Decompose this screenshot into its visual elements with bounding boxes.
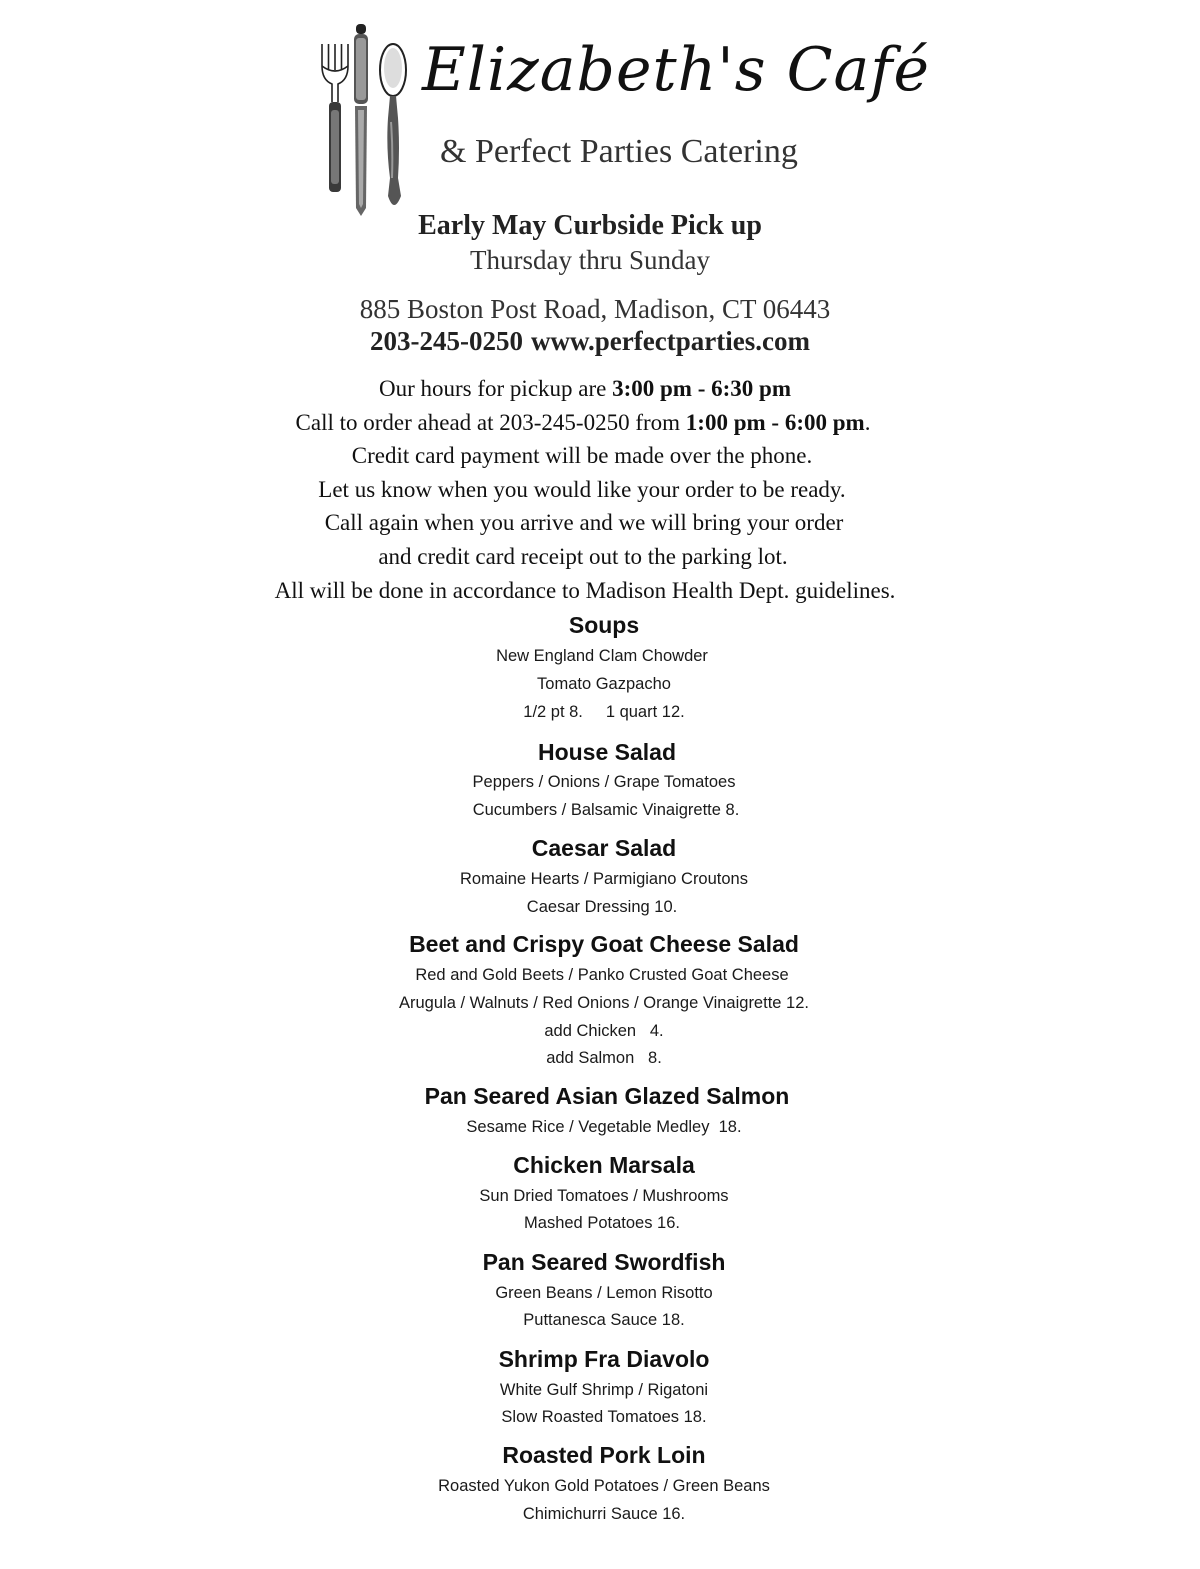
pickup-hours — [0, 376, 1185, 402]
menu-item-title: Soups — [568, 612, 640, 638]
cutlery-icon — [318, 18, 418, 218]
phone-number: 203-245-0250 — [370, 326, 524, 356]
receipt-info: and credit card receipt out to the parking lot. — [378, 544, 788, 569]
menu-item-line: Roasted Yukon Gold Potatoes / Green Beans — [438, 1477, 770, 1495]
menu-item-title: House Salad — [537, 739, 677, 765]
pickup-hours-label: Our hours for pickup are — [378, 376, 613, 401]
menu-item-line: add Salmon 8. — [546, 1049, 662, 1067]
arrival-info: Call again when you arrive and we will bring your order — [324, 510, 844, 535]
pickup-hours-value: 3:00 pm - 6:30 pm — [612, 376, 791, 401]
website-link[interactable]: www.perfectparties.com — [531, 326, 810, 356]
logo-script-title: Elizabeth's Café — [422, 35, 930, 105]
menu-item-line: Mashed Potatoes 16. — [524, 1214, 680, 1232]
menu-item-line: add Chicken 4. — [544, 1022, 664, 1040]
menu-item-title: Pan Seared Asian Glazed Salmon — [424, 1083, 790, 1109]
logo-subtitle: & Perfect Parties Catering — [440, 133, 798, 170]
menu-item-line: Sesame Rice / Vegetable Medley 18. — [466, 1118, 742, 1136]
logo — [318, 18, 930, 218]
contact-line — [0, 326, 1190, 357]
menu-item-line: Cucumbers / Balsamic Vinaigrette 8. — [472, 801, 740, 819]
menu-item-title: Roasted Pork Loin — [502, 1442, 706, 1468]
menu-item-line: Peppers / Onions / Grape Tomatoes — [472, 773, 736, 791]
address: 885 Boston Post Road, Madison, CT 06443 — [359, 294, 831, 324]
menu-item-line: Chimichurri Sauce 16. — [522, 1505, 686, 1523]
headline: Early May Curbside Pick up — [418, 210, 762, 241]
guidelines-info: All will be done in accordance to Madison Health Dept. guidelines. — [274, 578, 896, 603]
menu-item-line: New England Clam Chowder — [496, 647, 708, 665]
menu-item-line: Tomato Gazpacho — [537, 675, 671, 693]
menu-item-line: Slow Roasted Tomatoes 18. — [501, 1408, 707, 1426]
pickup-days: Thursday thru Sunday — [470, 245, 710, 275]
menu-item-line: Red and Gold Beets / Panko Crusted Goat Cheese — [415, 966, 789, 984]
payment-info: Credit card payment will be made over the phone. — [351, 443, 813, 468]
menu-item-line: Caesar Dressing 10. — [526, 898, 678, 916]
menu-item-title: Shrimp Fra Diavolo — [498, 1346, 710, 1372]
menu-item-line: Green Beans / Lemon Risotto — [495, 1284, 713, 1302]
order-ahead-label: Call to order ahead at 203-245-0250 from — [295, 410, 686, 435]
menu-item-title: Beet and Crispy Goat Cheese Salad — [409, 931, 799, 957]
menu-item-line: Arugula / Walnuts / Red Onions / Orange Vinaigrette 12. — [399, 994, 809, 1012]
menu-item-title: Caesar Salad — [531, 835, 677, 861]
order-ahead — [0, 410, 1183, 436]
menu-item-line: White Gulf Shrimp / Rigatoni — [499, 1381, 709, 1399]
order-hours-value: 1:00 pm - 6:00 pm — [685, 410, 865, 435]
menu-item-title: Pan Seared Swordfish — [482, 1249, 726, 1275]
menu-item-line: Puttanesca Sauce 18. — [523, 1311, 685, 1329]
ready-info: Let us know when you would like your order to be ready. — [318, 477, 846, 502]
menu-item-line: Romaine Hearts / Parmigiano Croutons — [460, 870, 748, 888]
menu-item-line: 1/2 pt 8. 1 quart 12. — [523, 703, 685, 721]
menu-item-title: Chicken Marsala — [513, 1152, 695, 1178]
menu-item-line: Sun Dried Tomatoes / Mushrooms — [479, 1187, 729, 1205]
order-ahead-period: . — [864, 410, 871, 435]
